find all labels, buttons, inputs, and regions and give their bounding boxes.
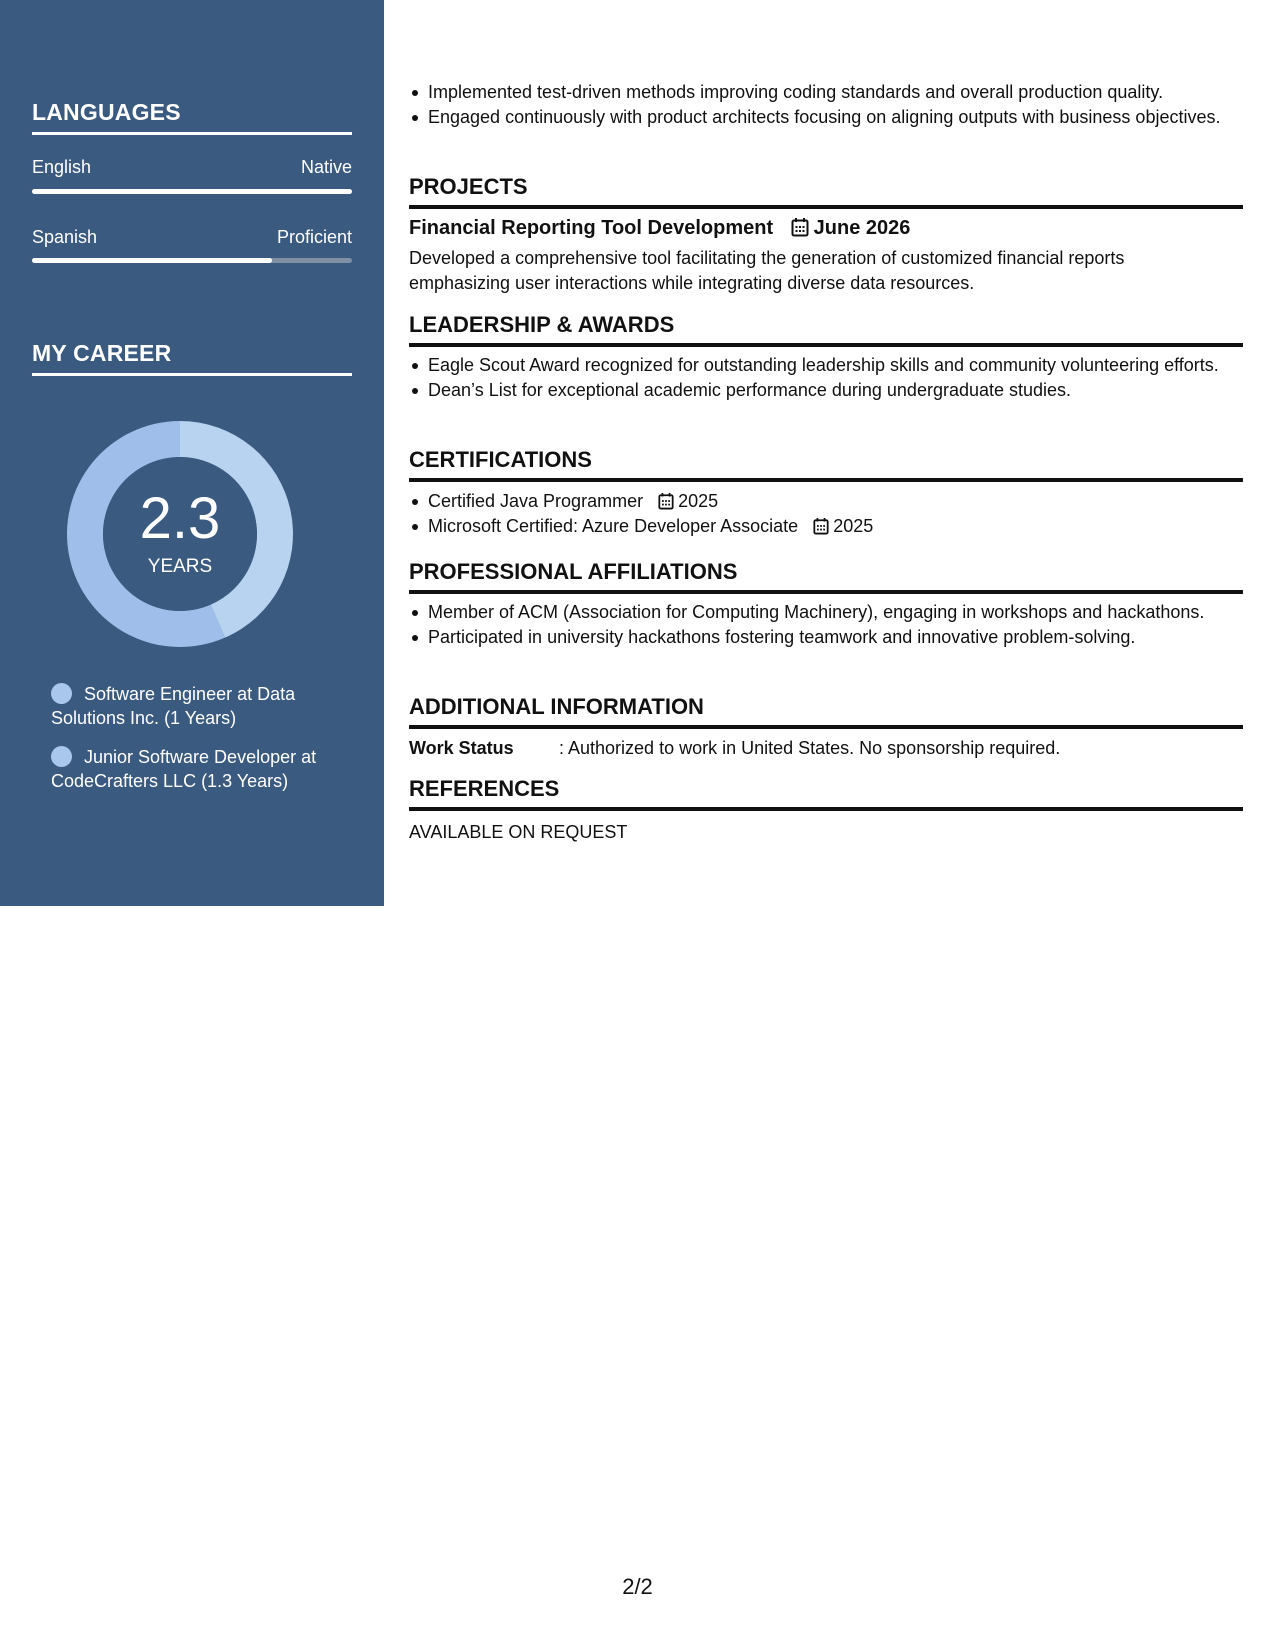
career-total-value: 2.3 <box>139 486 221 551</box>
career-legend-dot <box>51 746 72 767</box>
career-item-text: Junior Software Developer at CodeCrafters LLC (1.3 Years) <box>51 747 317 791</box>
list-item: Participated in university hackathons fostering teamwork and innovative problem-solving. <box>409 625 1243 650</box>
additional-info-heading: ADDITIONAL INFORMATION <box>409 693 1243 729</box>
career-legend-dot <box>51 683 72 704</box>
language-bar-english <box>32 189 352 194</box>
language-row-english <box>32 157 352 181</box>
career-item <box>51 682 341 730</box>
references-text: AVAILABLE ON REQUEST <box>409 822 628 842</box>
list-item <box>409 489 1243 514</box>
certification-name: Microsoft Certified: Azure Developer Associate <box>428 516 799 536</box>
career-heading: MY CAREER <box>32 340 352 376</box>
page-number: 2/2 <box>622 1574 653 1599</box>
career-total <box>65 419 295 649</box>
work-status-label: Work Status <box>409 738 514 758</box>
experience-bullets <box>409 80 1243 130</box>
project-description: Developed a comprehensive tool facilitating the generation of customized financial reports emphasizing user interactions while integrating diverse data resources. <box>409 248 1125 293</box>
references-heading: REFERENCES <box>409 775 1243 811</box>
certifications-heading: CERTIFICATIONS <box>409 446 1243 482</box>
list-item: Dean’s List for exceptional academic performance during undergraduate studies. <box>409 378 1243 403</box>
affiliations-heading: PROFESSIONAL AFFILIATIONS <box>409 558 1243 594</box>
project-date: June 2026 <box>813 217 911 239</box>
language-level: Native <box>300 157 352 177</box>
language-bar-spanish <box>32 258 352 263</box>
certification-name: Certified Java Programmer <box>428 491 644 511</box>
certification-year: 2025 <box>678 491 719 511</box>
language-bar-fill <box>32 258 272 263</box>
career-total-unit: YEARS <box>147 556 213 577</box>
list-item: Member of ACM (Association for Computing Machinery), engaging in workshops and hackathons. <box>409 600 1243 625</box>
sidebar <box>0 0 384 906</box>
language-name: Spanish <box>32 227 98 247</box>
career-item-text: Software Engineer at Data Solutions Inc. (1 Years) <box>51 684 296 728</box>
project-title: Financial Reporting Tool Development <box>409 217 774 239</box>
certifications-list <box>409 489 1243 539</box>
language-name: English <box>32 157 92 177</box>
language-bar-fill <box>32 189 352 194</box>
languages-heading: LANGUAGES <box>32 99 352 135</box>
projects-heading: PROJECTS <box>409 173 1243 209</box>
language-level: Proficient <box>276 227 352 247</box>
list-item: Eagle Scout Award recognized for outstanding leadership skills and community volunteering efforts. <box>409 353 1243 378</box>
career-item <box>51 745 341 793</box>
calendar-icon <box>791 217 809 237</box>
language-row-spanish <box>32 227 352 251</box>
calendar-icon <box>813 517 829 535</box>
leadership-list <box>409 353 1243 403</box>
list-item: Implemented test-driven methods improving coding standards and overall production quality. <box>409 80 1243 105</box>
list-item <box>409 514 1243 539</box>
career-donut <box>65 419 295 649</box>
leadership-heading: LEADERSHIP & AWARDS <box>409 311 1243 347</box>
certification-year: 2025 <box>833 516 874 536</box>
list-item: Engaged continuously with product architects focusing on aligning outputs with business objectives. <box>409 105 1243 130</box>
project-title-row <box>409 216 1243 241</box>
work-status-value: : Authorized to work in United States. No sponsorship required. <box>559 738 1061 758</box>
affiliations-list <box>409 600 1243 650</box>
calendar-icon <box>658 492 674 510</box>
